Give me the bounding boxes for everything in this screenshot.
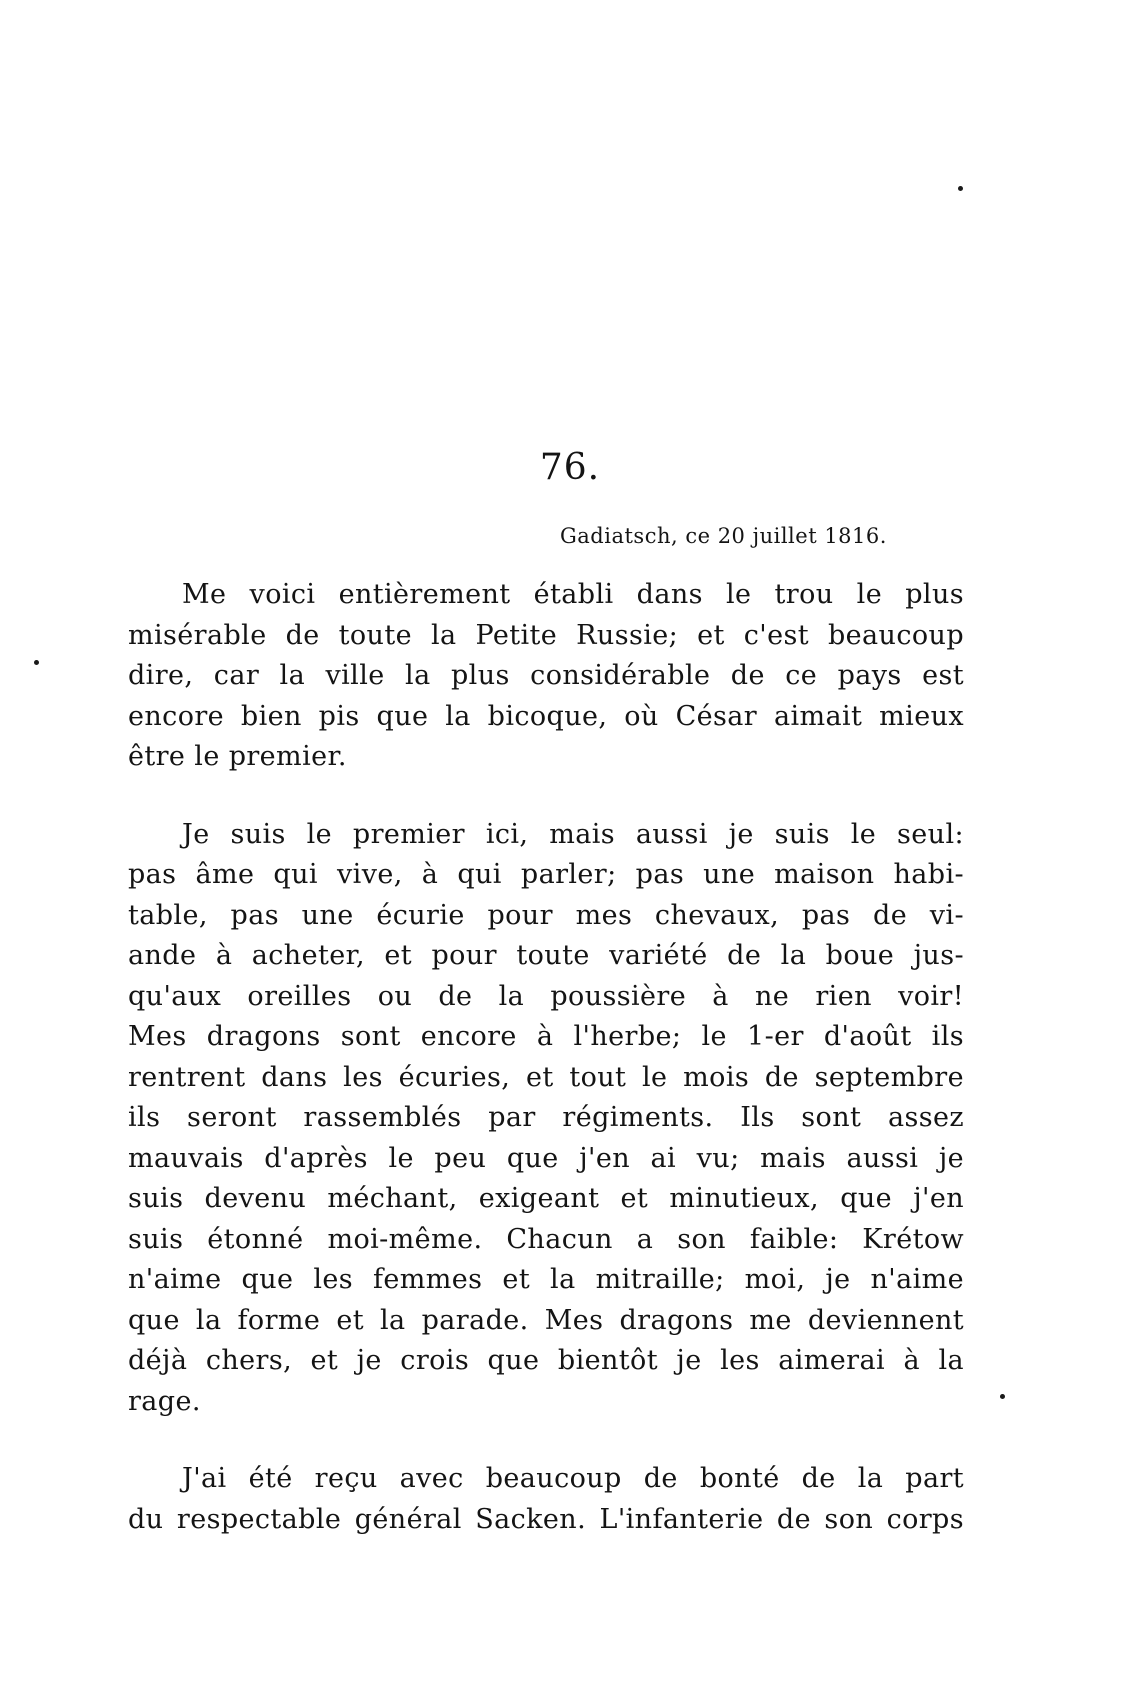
text-line: suis étonné moi-même. Chacun a son faible: Krétow [128,1223,964,1255]
text-line: rentrent dans les écuries, et tout le mois de septembre [128,1061,964,1093]
text-line: n'aime que les femmes et la mitraille; moi, je n'aime [128,1264,964,1295]
ink-speck [1000,1394,1005,1399]
text-line: dire, car la ville la plus considérable de ce pays est [128,660,964,691]
text-line: déjà chers, et je crois que bientôt je les aimerai à la [128,1345,964,1376]
text-line: J'ai été reçu avec beaucoup de bonté de la part [182,1463,964,1494]
paragraph-2 [128,815,964,1423]
letter-number: 76. [539,447,601,488]
paragraph-3 [128,1459,964,1540]
text-line: rage. [128,1385,201,1417]
text-line: être le premier. [128,741,347,772]
text-line: ande à acheter, et pour toute variété de la boue jus- [128,940,964,971]
text-line: pas âme qui vive, à qui parler; pas une maison habi- [128,859,964,890]
text-line: que la forme et la parade. Mes dragons me deviennent [128,1304,964,1336]
text-line: Je suis le premier ici, mais aussi je suis le seul: [182,818,964,850]
text-line: misérable de toute la Petite Russie; et c'est beaucoup [128,619,964,651]
text-line: suis devenu méchant, exigeant et minutieux, que j'en [128,1183,964,1214]
text-line: mauvais d'après le peu que j'en ai vu; mais aussi je [128,1142,964,1174]
paragraph-1 [128,575,964,778]
text-line: du respectable général Sacken. L'infanterie de son corps [128,1503,964,1535]
paragraph-gap [128,1422,964,1459]
ink-speck [958,186,963,191]
text-line: Mes dragons sont encore à l'herbe; le 1-er d'août ils [128,1021,964,1052]
ink-speck [34,660,39,665]
text-line: qu'aux oreilles ou de la poussière à ne rien voir! [128,980,964,1012]
text-line: encore bien pis que la bicoque, où César aimait mieux [128,700,964,732]
letter-body [128,575,964,1540]
text-line: Me voici entièrement établi dans le trou le plus [182,579,964,610]
dateline: Gadiatsch, ce 20 juillet 1816. [560,524,887,548]
paragraph-gap [128,778,964,815]
text-line: table, pas une écurie pour mes chevaux, pas de vi- [128,899,964,931]
text-line: ils seront rassemblés par régiments. Ils sont assez [128,1102,964,1133]
